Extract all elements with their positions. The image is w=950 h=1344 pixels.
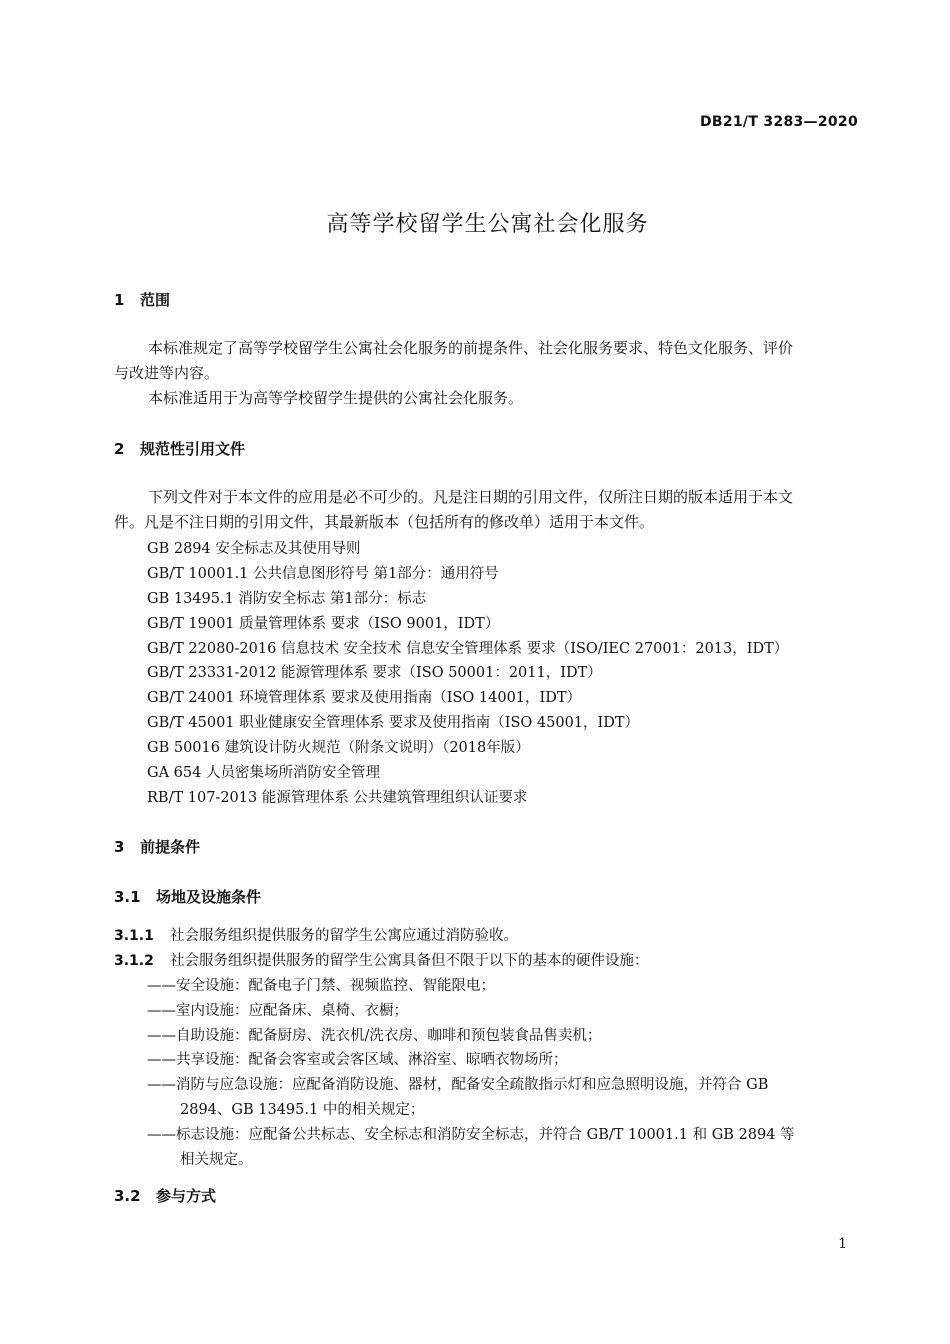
section-number: 1: [114, 291, 125, 309]
clause-3-1-1: [114, 924, 518, 945]
reference-item: GB/T 10001.1 公共信息图形符号 第1部分：通用符号: [147, 566, 499, 582]
reference-item: GB/T 19001 质量管理体系 要求（ISO 9001，IDT）: [147, 616, 500, 632]
clause-text: 社会服务组织提供服务的留学生公寓应通过消防验收。: [170, 928, 518, 944]
section-2-heading: [114, 438, 245, 459]
s2-paragraph-line-2: 件。凡是不注日期的引用文件，其最新版本（包括所有的修改单）适用于本文件。: [114, 513, 655, 531]
s1-paragraph-2: 本标准适用于为高等学校留学生提供的公寓社会化服务。: [148, 389, 524, 407]
reference-item: GB/T 23331-2012 能源管理体系 要求（ISO 50001：2011，IDT）: [147, 665, 602, 681]
section-1-heading: [114, 289, 170, 310]
facility-list-item: ——共享设施：配备会客室或会客区域、淋浴室、晾晒衣物场所；: [147, 1052, 568, 1068]
section-title: 规范性引用文件: [140, 440, 246, 458]
reference-item: GB 2894 安全标志及其使用导则: [147, 541, 361, 557]
s1-paragraph-1-line-1: 本标准规定了高等学校留学生公寓社会化服务的前提条件、社会化服务要求、特色文化服务、评价: [148, 339, 794, 357]
section-number: 2: [114, 440, 125, 458]
subsection-number: 3.2: [114, 1187, 141, 1205]
reference-item: RB/T 107-2013 能源管理体系 公共建筑管理组织认证要求: [147, 790, 528, 806]
standard-code: DB21/T 3283—2020: [699, 114, 858, 130]
reference-item: GB/T 45001 职业健康安全管理体系 要求及使用指南（ISO 45001，IDT）: [147, 715, 640, 731]
section-3-heading: [114, 836, 200, 857]
subsection-title: 场地及设施条件: [156, 888, 262, 906]
facility-list-item-continuation: 2894、GB 13495.1 中的相关规定；: [180, 1102, 425, 1118]
reference-item: GB 13495.1 消防安全标志 第1部分：标志: [147, 591, 427, 607]
reference-item: GB 50016 建筑设计防火规范（附条文说明）（2018年版）: [147, 740, 530, 756]
clause-3-1-2: [114, 949, 649, 970]
facility-list-item: ——室内设施：应配备床、桌椅、衣橱；: [147, 1003, 408, 1019]
reference-item: GB/T 22080-2016 信息技术 安全技术 信息安全管理体系 要求（ISO/IEC 27001：2013，IDT）: [147, 641, 789, 657]
subsection-title: 参与方式: [156, 1187, 217, 1205]
facility-list-item: ——自助设施：配备厨房、洗衣机/洗衣房、咖啡和预包装食品售卖机；: [147, 1028, 602, 1044]
document-title: 高等学校留学生公寓社会化服务: [326, 212, 649, 237]
facility-list-item: ——标志设施：应配备公共标志、安全标志和消防安全标志，并符合 GB/T 10001.1 和 GB 2894 等: [147, 1127, 795, 1143]
clause-number: 3.1.2: [114, 953, 154, 969]
section-number: 3: [114, 838, 125, 856]
clause-number: 3.1.1: [114, 928, 154, 944]
subsection-number: 3.1: [114, 888, 141, 906]
facility-list-item-continuation: 相关规定。: [180, 1152, 253, 1168]
subsection-3-1-heading: [114, 886, 261, 907]
page-number: 1: [838, 1236, 847, 1252]
facility-list-item: ——消防与应急设施：应配备消防设施、器材，配备安全疏散指示灯和应急照明设施，并符合 GB: [147, 1077, 769, 1093]
clause-text: 社会服务组织提供服务的留学生公寓具备但不限于以下的基本的硬件设施：: [170, 953, 649, 969]
facility-list-item: ——安全设施：配备电子门禁、视频监控、智能限电；: [147, 978, 495, 994]
subsection-3-2-heading: [114, 1185, 216, 1206]
reference-item: GB/T 24001 环境管理体系 要求及使用指南（ISO 14001，IDT）: [147, 690, 582, 706]
reference-item: GA 654 人员密集场所消防安全管理: [147, 765, 380, 781]
section-title: 范围: [140, 291, 171, 309]
section-title: 前提条件: [140, 838, 201, 856]
s2-paragraph-line-1: 下列文件对于本文件的应用是必不可少的。凡是注日期的引用文件，仅所注日期的版本适用于本文: [148, 488, 794, 506]
s1-paragraph-1-line-2: 与改进等内容。: [114, 364, 220, 382]
